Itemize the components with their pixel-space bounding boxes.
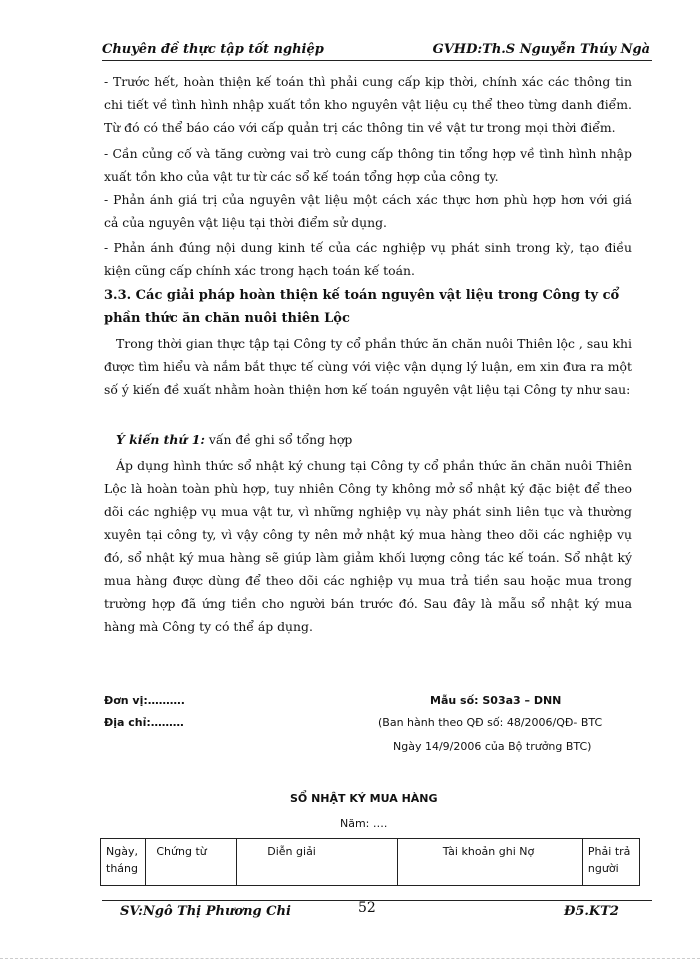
form-number: Mẫu số: S03a3 – DNN [430,694,562,707]
bullet-paragraph-4: - Phản ánh đúng nội dung kinh tế của các nghiệp vụ phát sinh trong kỳ, tạo điều kiện cũng cấp chính xác trong hạch toán kế toán. [104,240,632,278]
column-description: Diễn giải [237,839,397,886]
bullet-paragraph-3: - Phản ánh giá trị của nguyên vật liệu một cách xác thực hơn phù hợp hơn với giá cả của nguyên vật liệu tại thời điểm sử dụng. [104,192,632,230]
header-divider [102,60,652,61]
bullet-paragraph-2: - Cần củng cố và tăng cường vai trò cung cấp thông tin tổng hợp về tình hình nhập xuất tồn kho của vật tư từ các sổ kế toán tổng hợp của công ty. [104,146,632,184]
column-date: Ngày, tháng [101,839,146,886]
column-debit-account: Tài khoản ghi Nợ [397,839,582,886]
address-label: Địa chỉ:……… [104,716,184,729]
idea-label: Ý kiến thứ 1: [116,432,205,447]
footer-student: SV:Ngô Thị Phương Chi [120,904,291,919]
page-edge [0,958,700,959]
idea-body-paragraph: Áp dụng hình thức sổ nhật ký chung tại Công ty cổ phần thức ăn chăn nuôi Thiên Lộc là hoàn toàn phù hợp, tuy nhiên Công ty không mở sổ nhật ký đặc biệt để theo dõi các nghiệp vụ mua vật tư, vì những nghiệp vụ này phát sinh liên tục và thường xuyên tại công ty, vì vậy công ty nên mở nhật ký mua hàng theo dõi các nghiệp vụ đó, sổ nhật ký mua hàng sẽ giúp làm giảm khối lượng công tác kế toán. Sổ nhật ký mua hàng được dùng để theo dõi các nghiệp vụ mua trả tiền sau hoặc mua trong trường hợp đã ứng tiền cho người bán trước đó. Sau đây là mẫu sổ nhật ký mua hàng mà Công ty có thể áp dụng. [104,458,632,634]
column-payable: Phải trả người [582,839,639,886]
page-number: 52 [358,900,376,916]
intro-paragraph: Trong thời gian thực tập tại Công ty cổ phần thức ăn chăn nuôi Thiên lộc , sau khi được tìm hiểu và nắm bắt thực tế cùng với việc vận dụng lý luận, em xin đưa ra một số ý kiến đề xuất nhằm hoàn thiện hơn kế toán nguyên vật liệu tại Công ty như sau: [104,336,632,397]
idea-heading [104,428,632,451]
section-heading: 3.3. Các giải pháp hoàn thiện kế toán nguyên vật liệu trong Công ty cổ phần thức ăn chăn nuôi thiên Lộc [104,288,620,326]
column-voucher: Chứng từ [146,839,237,886]
table-header-row [101,839,640,886]
purchase-journal-table [100,838,640,886]
idea-topic: vấn đề ghi sổ tổng hợp [204,432,353,447]
issued-line-1: (Ban hành theo QĐ số: 48/2006/QĐ- BTC [378,716,603,729]
header-left-title: Chuyên đề thực tập tốt nghiệp [102,42,324,57]
ledger-title: SỔ NHẬT KÝ MUA HÀNG [290,792,438,805]
header-right-supervisor: GVHD:Th.S Nguyễn Thúy Ngà [432,42,650,57]
footer-class: Đ5.KT2 [564,904,619,919]
issued-line-2: Ngày 14/9/2006 của Bộ trưởng BTC) [393,740,592,753]
bullet-paragraph-1: - Trước hết, hoàn thiện kế toán thì phải cung cấp kịp thời, chính xác các thông tin chi tiết về tình hình nhập xuất tồn kho nguyên vật liệu cụ thể theo từng danh điểm. Từ đó có thể báo cáo với cấp quản trị các thông tin về vật tư trong mọi thời điểm. [104,74,632,135]
footer-divider [102,900,652,901]
unit-label: Đơn vị:………. [104,694,185,707]
ledger-year: Năm: …. [340,817,388,830]
